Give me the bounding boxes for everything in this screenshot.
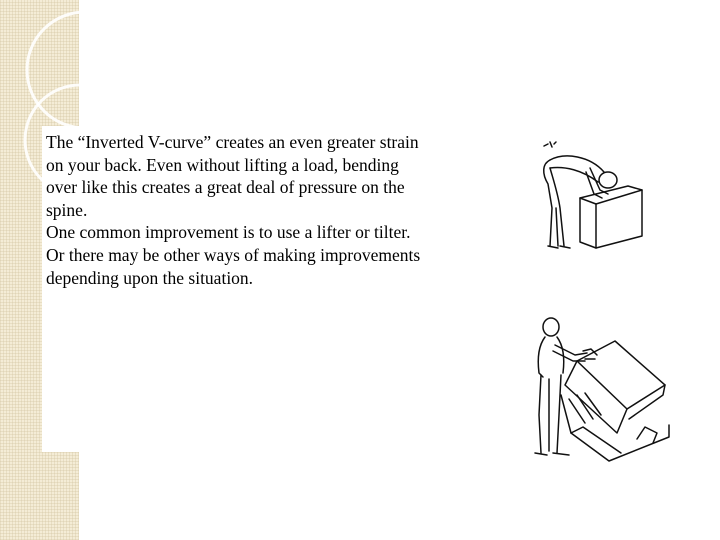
body-text <box>46 131 426 289</box>
paragraph-improvement: One common improvement is to use a lifter or tilter. Or there may be other ways of making improvements depending upon the situation. <box>46 222 421 288</box>
worker-bending-illustration <box>520 138 660 256</box>
worker-tilter-illustration <box>525 315 675 465</box>
paragraph-inverted-v-curve: The “Inverted V-curve” creates an even greater strain on your back. Even without lifting a load, bending over like this creates a great deal of pressure on the spine. <box>46 132 419 220</box>
